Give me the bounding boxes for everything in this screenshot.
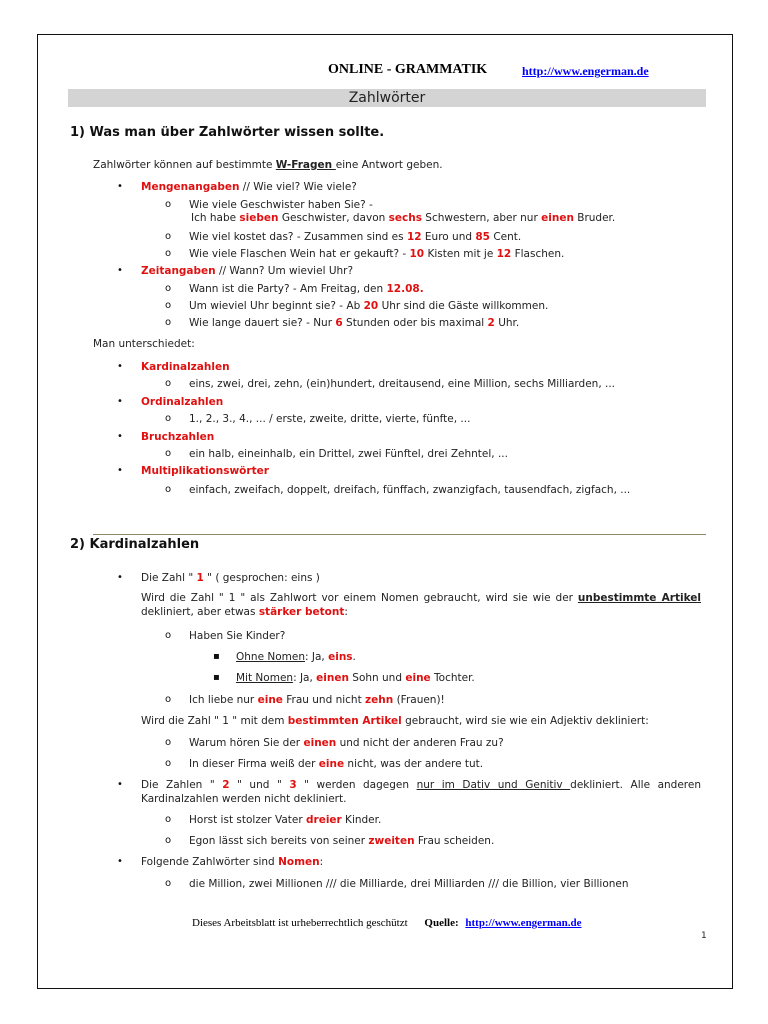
emphasized-text: nur im Dativ und Genitiv xyxy=(416,779,571,791)
highlighted-word: eine xyxy=(318,758,345,770)
highlighted-word: eine xyxy=(257,694,283,706)
bullet-dot: • xyxy=(117,572,123,583)
bullet-circle: o xyxy=(165,283,172,294)
example-uhrzeit xyxy=(189,299,548,313)
bullet-circle: o xyxy=(165,630,172,641)
text-fragment: Frau scheiden. xyxy=(414,835,495,847)
eins-bestimmter-artikel xyxy=(141,714,649,728)
text-fragment: und nicht der anderen Frau zu? xyxy=(336,737,504,749)
example-egon xyxy=(189,834,494,848)
example-kosten xyxy=(189,230,521,244)
text-fragment: die Million, zwei Millionen /// die Milliarde, drei Milliarden /// die Billion, vier Billionen xyxy=(189,878,629,890)
list-item-zeitangaben xyxy=(141,264,353,278)
text-fragment: Tochter. xyxy=(430,672,475,684)
text-fragment: Die Zahl " xyxy=(141,572,197,584)
text-fragment: Uhr sind die Gäste willkommen. xyxy=(378,300,549,312)
text-fragment: Warum hören Sie der xyxy=(189,737,304,749)
highlighted-word: einen xyxy=(541,212,574,224)
ordinalzahlen-examples xyxy=(189,412,470,426)
text-fragment: dekliniert, aber etwas xyxy=(141,606,259,618)
highlighted-word: Nomen xyxy=(278,856,320,868)
text-fragment: Wann ist die Party? - Am Freitag, den xyxy=(189,283,387,295)
bullet-circle: o xyxy=(165,317,172,328)
text-fragment: eins, zwei, drei, zehn, (ein)hundert, dreitausend, eine Million, sechs Milliarden, ... xyxy=(189,378,616,390)
text-fragment: Wie lange dauert sie? - Nur xyxy=(189,317,336,329)
bullet-circle: o xyxy=(165,248,172,259)
highlighted-word: stärker betont xyxy=(258,606,345,618)
highlighted-word: eins xyxy=(328,651,353,663)
bullet-dot: • xyxy=(117,361,123,372)
page-number: 1 xyxy=(701,931,707,941)
highlighted-word: eine xyxy=(405,672,431,684)
header-title: ONLINE - GRAMMATIK xyxy=(328,62,488,77)
example-warum xyxy=(189,736,504,750)
text-fragment: Schwestern, aber nur xyxy=(421,212,542,224)
eins-unbestimmter-artikel xyxy=(141,591,701,619)
text-fragment: Wird die Zahl " 1 " mit dem xyxy=(141,715,288,727)
text-fragment: Folgende Zahlwörter sind xyxy=(141,856,279,868)
bullet-dot: • xyxy=(117,856,123,867)
highlighted-word: 6 xyxy=(335,317,343,329)
highlighted-word: Ordinalzahlen xyxy=(141,396,224,408)
bullet-dot: • xyxy=(117,465,123,476)
text-fragment: (Frauen)! xyxy=(393,694,445,706)
example-party xyxy=(189,282,424,296)
emphasized-text: W-Fragen xyxy=(275,159,336,171)
text-fragment: Ich liebe nur xyxy=(189,694,258,706)
highlighted-word: dreier xyxy=(306,814,342,826)
text-fragment: Wie viel kostet das? - Zusammen sind es xyxy=(189,231,407,243)
text-fragment: : xyxy=(344,606,348,618)
highlighted-word: sieben xyxy=(239,212,279,224)
bullet-dot: • xyxy=(117,181,123,192)
example-geschwister-question xyxy=(189,198,373,212)
multiplikationswoerter-examples xyxy=(189,483,630,497)
bullet-circle: o xyxy=(165,199,172,210)
list-item-multiplikationswoerter xyxy=(141,464,269,478)
section2-heading: 2) Kardinalzahlen xyxy=(70,537,200,552)
highlighted-word: 10 xyxy=(409,248,425,260)
text-fragment: Die Zahlen " xyxy=(141,779,223,791)
text-fragment: Stunden oder bis maximal xyxy=(342,317,488,329)
text-fragment: ein halb, eineinhalb, ein Drittel, zwei Fünftel, drei Zehntel, ... xyxy=(189,448,508,460)
highlighted-word: Multiplikationswörter xyxy=(141,465,269,477)
text-fragment: " werden dagegen xyxy=(296,779,417,791)
bullet-dot: • xyxy=(117,396,123,407)
text-fragment: einfach, zweifach, doppelt, dreifach, fünffach, zwanzigfach, tausendfach, zigfach, ... xyxy=(189,484,631,496)
text-fragment: Kinder. xyxy=(341,814,382,826)
text-fragment: Uhr. xyxy=(494,317,520,329)
bullet-circle: o xyxy=(165,378,172,389)
bullet-square: ▪ xyxy=(213,651,220,662)
highlighted-word: 20 xyxy=(363,300,379,312)
bullet-circle: o xyxy=(165,758,172,769)
list-item-mengenangaben xyxy=(141,180,357,194)
text-fragment: // Wann? Um wieviel Uhr? xyxy=(215,265,354,277)
highlighted-word: Mengenangaben xyxy=(141,181,240,193)
example-firma xyxy=(189,757,483,771)
emphasized-text: Ohne Nomen xyxy=(236,651,305,663)
bullet-dot: • xyxy=(117,779,123,790)
bullet-circle: o xyxy=(165,835,172,846)
answer-mit-nomen xyxy=(236,671,475,685)
highlighted-word: bestimmten Artikel xyxy=(287,715,402,727)
text-fragment: Flaschen. xyxy=(511,248,565,260)
highlighted-word: Zeitangaben xyxy=(141,265,216,277)
text-fragment: // Wie viel? Wie viele? xyxy=(239,181,357,193)
bullet-circle: o xyxy=(165,300,172,311)
footer-copyright: Dieses Arbeitsblatt ist urheberrechtlich geschützt xyxy=(192,917,408,929)
zahlwoerter-nomen xyxy=(141,855,323,869)
bullet-circle: o xyxy=(165,413,172,424)
text-fragment: " und " xyxy=(229,779,290,791)
text-fragment: Bruder. xyxy=(573,212,616,224)
bullet-circle: o xyxy=(165,737,172,748)
highlighted-word: 2 xyxy=(222,779,230,791)
highlighted-word: Bruchzahlen xyxy=(141,431,215,443)
bullet-circle: o xyxy=(165,814,172,825)
highlighted-word: 3 xyxy=(289,779,297,791)
text-fragment: : Ja, xyxy=(293,672,317,684)
text-fragment: Sohn und xyxy=(348,672,406,684)
answer-ohne-nomen xyxy=(236,650,356,664)
text-fragment: Geschwister, davon xyxy=(278,212,389,224)
text-fragment: eine Antwort geben. xyxy=(335,159,443,171)
bullet-circle: o xyxy=(165,231,172,242)
highlighted-word: sechs xyxy=(388,212,422,224)
list-item-kardinalzahlen xyxy=(141,360,230,374)
text-fragment: " ( gesprochen: eins ) xyxy=(203,572,320,584)
highlighted-word: einen xyxy=(316,672,349,684)
example-horst xyxy=(189,813,381,827)
text-fragment: Horst ist stolzer Vater xyxy=(189,814,306,826)
footer-quelle-label: Quelle: xyxy=(424,917,459,929)
text-fragment: Egon lässt sich bereits von seiner xyxy=(189,835,369,847)
title-bar xyxy=(68,89,706,107)
text-fragment: Ich habe xyxy=(191,212,240,224)
bullet-circle: o xyxy=(165,694,172,705)
highlighted-word: einen xyxy=(303,737,337,749)
text-fragment: Cent. xyxy=(489,231,522,243)
list-item-ordinalzahlen xyxy=(141,395,223,409)
highlighted-word: zehn xyxy=(365,694,394,706)
text-fragment: Euro und xyxy=(421,231,476,243)
emphasized-text: Mit Nomen xyxy=(236,672,294,684)
footer-link[interactable]: http://www.engerman.de xyxy=(465,917,582,929)
man-unterscheidet xyxy=(93,337,195,351)
die-zahl-eins xyxy=(141,571,320,585)
text-fragment: : Ja, xyxy=(305,651,329,663)
text-fragment: Wie viele Geschwister haben Sie? - xyxy=(189,199,373,211)
highlighted-word: zweiten xyxy=(368,835,415,847)
example-dauer xyxy=(189,316,519,330)
page-title: Zahlwörter xyxy=(348,90,426,106)
highlighted-word: 12.08. xyxy=(386,283,424,295)
zahlen-zwei-drei xyxy=(141,778,701,806)
bruchzahlen-examples xyxy=(189,447,508,461)
text-fragment: nicht, was der andere tut. xyxy=(344,758,484,770)
section-divider xyxy=(93,534,706,535)
highlighted-word: 12 xyxy=(406,231,422,243)
text-fragment: Kisten mit je xyxy=(424,248,497,260)
example-liebe xyxy=(189,693,445,707)
bullet-square: ▪ xyxy=(213,672,220,683)
text-fragment: Wird die Zahl " 1 " als Zahlwort vor einem Nomen gebraucht, wird sie wie der xyxy=(141,592,578,604)
text-fragment: Zahlwörter können auf bestimmte xyxy=(93,159,276,171)
text-fragment: In dieser Firma weiß der xyxy=(189,758,319,770)
question-kinder xyxy=(189,629,285,643)
highlighted-word: 2 xyxy=(487,317,495,329)
bullet-circle: o xyxy=(165,484,172,495)
highlighted-word: 12 xyxy=(496,248,512,260)
highlighted-word: Kardinalzahlen xyxy=(141,361,230,373)
text-fragment: dekliniert. Alle anderen Kardinalzahlen werden nicht dekliniert. xyxy=(141,779,701,805)
highlighted-word: 1 xyxy=(196,572,204,584)
kardinalzahlen-examples xyxy=(189,377,615,391)
text-fragment: Wie viele Flaschen Wein hat er gekauft? - xyxy=(189,248,410,260)
text-fragment: : xyxy=(319,856,324,868)
highlighted-word: 85 xyxy=(475,231,490,243)
text-fragment: 1., 2., 3., 4., ... / erste, zweite, dritte, vierte, fünfte, ... xyxy=(189,413,471,425)
text-fragment: Um wieviel Uhr beginnt sie? - Ab xyxy=(189,300,364,312)
text-fragment: . xyxy=(352,651,356,663)
bullet-dot: • xyxy=(117,265,123,276)
bullet-dot: • xyxy=(117,431,123,442)
example-geschwister-answer xyxy=(191,211,615,225)
text-fragment: gebraucht, wird sie wie ein Adjektiv dekliniert: xyxy=(401,715,649,727)
example-million xyxy=(189,877,629,891)
list-item-bruchzahlen xyxy=(141,430,214,444)
example-flaschen xyxy=(189,247,564,261)
text-fragment: Haben Sie Kinder? xyxy=(189,630,286,642)
intro-text xyxy=(93,158,443,172)
section1-heading: 1) Was man über Zahlwörter wissen sollte. xyxy=(70,125,385,140)
emphasized-text: unbestimmte Artikel xyxy=(577,592,702,604)
bullet-circle: o xyxy=(165,448,172,459)
footer xyxy=(192,917,581,929)
text-fragment: Man unterschiedet: xyxy=(93,338,195,350)
text-fragment: Frau und nicht xyxy=(282,694,366,706)
bullet-circle: o xyxy=(165,878,172,889)
header-link[interactable]: http://www.engerman.de xyxy=(522,64,649,78)
